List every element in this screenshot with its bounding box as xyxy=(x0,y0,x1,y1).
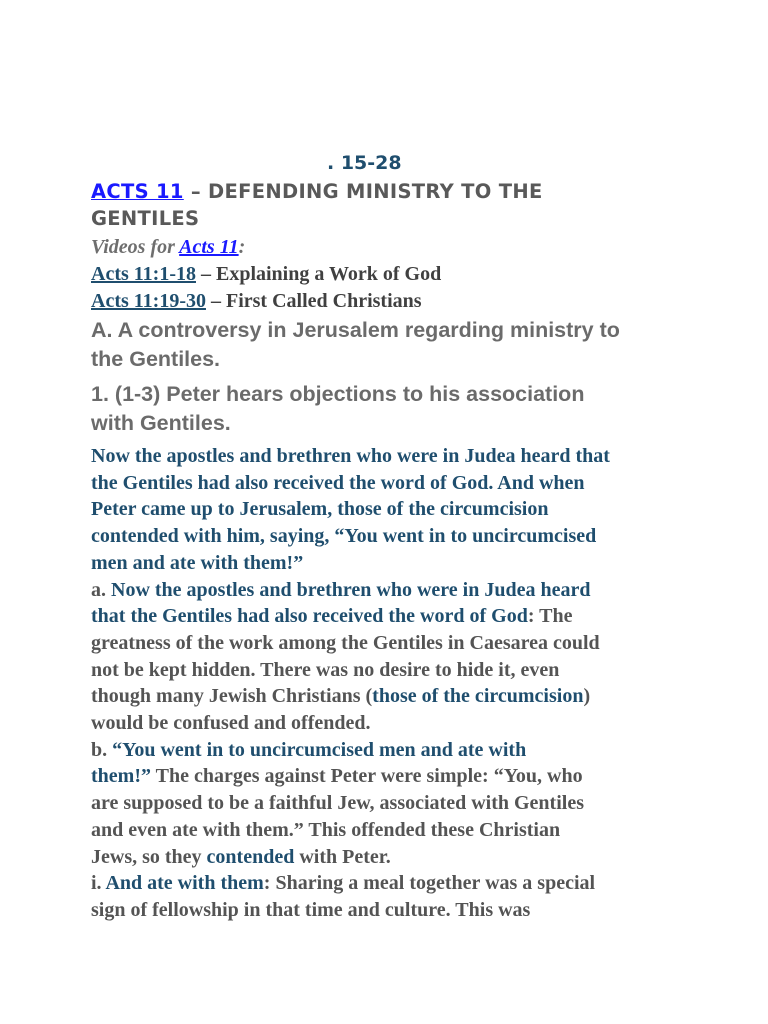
commentary-point-i xyxy=(91,870,691,923)
chapter-link[interactable]: ACTS 11 xyxy=(91,180,184,203)
section-a-heading xyxy=(91,316,691,374)
point-marker: i. xyxy=(91,872,106,895)
commentary-text: ) xyxy=(583,685,591,708)
scripture-quote xyxy=(91,443,691,577)
commentary-point-b xyxy=(91,737,691,871)
scripture-line: Now the apostles and brethren who were in Judea heard that xyxy=(91,445,610,467)
commentary-text: with Peter. xyxy=(294,845,391,868)
commentary-text: sign of fellowship in that time and culture. This was xyxy=(91,898,531,921)
video-link-1-18[interactable]: Acts 11:1-18 xyxy=(91,263,196,285)
document-page xyxy=(91,148,691,924)
video-item xyxy=(91,288,691,315)
section-1-heading xyxy=(91,380,691,438)
section-a-line: the Gentiles. xyxy=(91,347,221,371)
commentary-text: are supposed to be a faithful Jew, associated with Gentiles xyxy=(91,792,584,815)
commentary-text: The charges against Peter were simple: “You, who xyxy=(150,765,583,788)
chapter-title: – DEFENDING MINISTRY TO THE xyxy=(183,180,543,203)
scripture-line: contended with him, saying, “You went in to uncircumcised xyxy=(91,525,597,548)
commentary-text: though many Jewish Christians ( xyxy=(91,685,373,708)
quoted-text: contended xyxy=(206,845,295,868)
chapter-title-cont: GENTILES xyxy=(91,207,200,230)
commentary-text: greatness of the work among the Gentiles in Caesarea could xyxy=(91,631,600,654)
video-item xyxy=(91,261,691,288)
commentary-point-a xyxy=(91,577,691,737)
videos-label xyxy=(91,234,691,261)
point-marker: b. xyxy=(91,738,113,761)
quoted-text: Now the apostles and brethren who were in Judea heard xyxy=(111,578,591,601)
commentary-text: : The xyxy=(527,605,573,628)
commentary-text: not be kept hidden. There was no desire to hide it, even xyxy=(91,658,560,681)
verse-range: . 15-28 xyxy=(327,152,402,174)
commentary-text: and even ate with them.” This offended these Christian xyxy=(91,818,561,841)
section-1-line: with Gentiles. xyxy=(91,411,231,435)
section-1-line: 1. (1-3) Peter hears objections to his association xyxy=(91,382,585,406)
chapter-heading xyxy=(91,178,691,232)
scripture-line: the Gentiles had also received the word of God. And when xyxy=(91,471,585,494)
quoted-text: them!” xyxy=(91,765,151,788)
section-a-line: A. A controversy in Jerusalem regarding ministry to xyxy=(91,318,620,342)
videos-suffix: : xyxy=(238,236,246,258)
video-link-19-30[interactable]: Acts 11:19-30 xyxy=(91,290,206,312)
commentary-text: Jews, so they xyxy=(91,845,207,868)
video-title: – Explaining a Work of God xyxy=(195,263,442,285)
scripture-line: Peter came up to Jerusalem, those of the circumcision xyxy=(91,498,549,521)
videos-chapter-link[interactable]: Acts 11 xyxy=(179,236,239,258)
quoted-text: that the Gentiles had also received the word of God xyxy=(91,605,528,628)
quoted-text: And ate with them xyxy=(105,872,264,895)
commentary-text: : Sharing a meal together was a special xyxy=(263,872,596,895)
quoted-text: “You went in to uncircumcised men and ate with xyxy=(112,738,527,761)
commentary-text: would be confused and offended. xyxy=(91,712,371,735)
video-title: – First Called Christians xyxy=(205,290,422,312)
videos-prefix: Videos for xyxy=(91,236,180,258)
scripture-line: men and ate with them!” xyxy=(91,551,304,574)
quoted-text: those of the circumcision xyxy=(372,685,584,708)
point-marker: a. xyxy=(91,578,111,601)
